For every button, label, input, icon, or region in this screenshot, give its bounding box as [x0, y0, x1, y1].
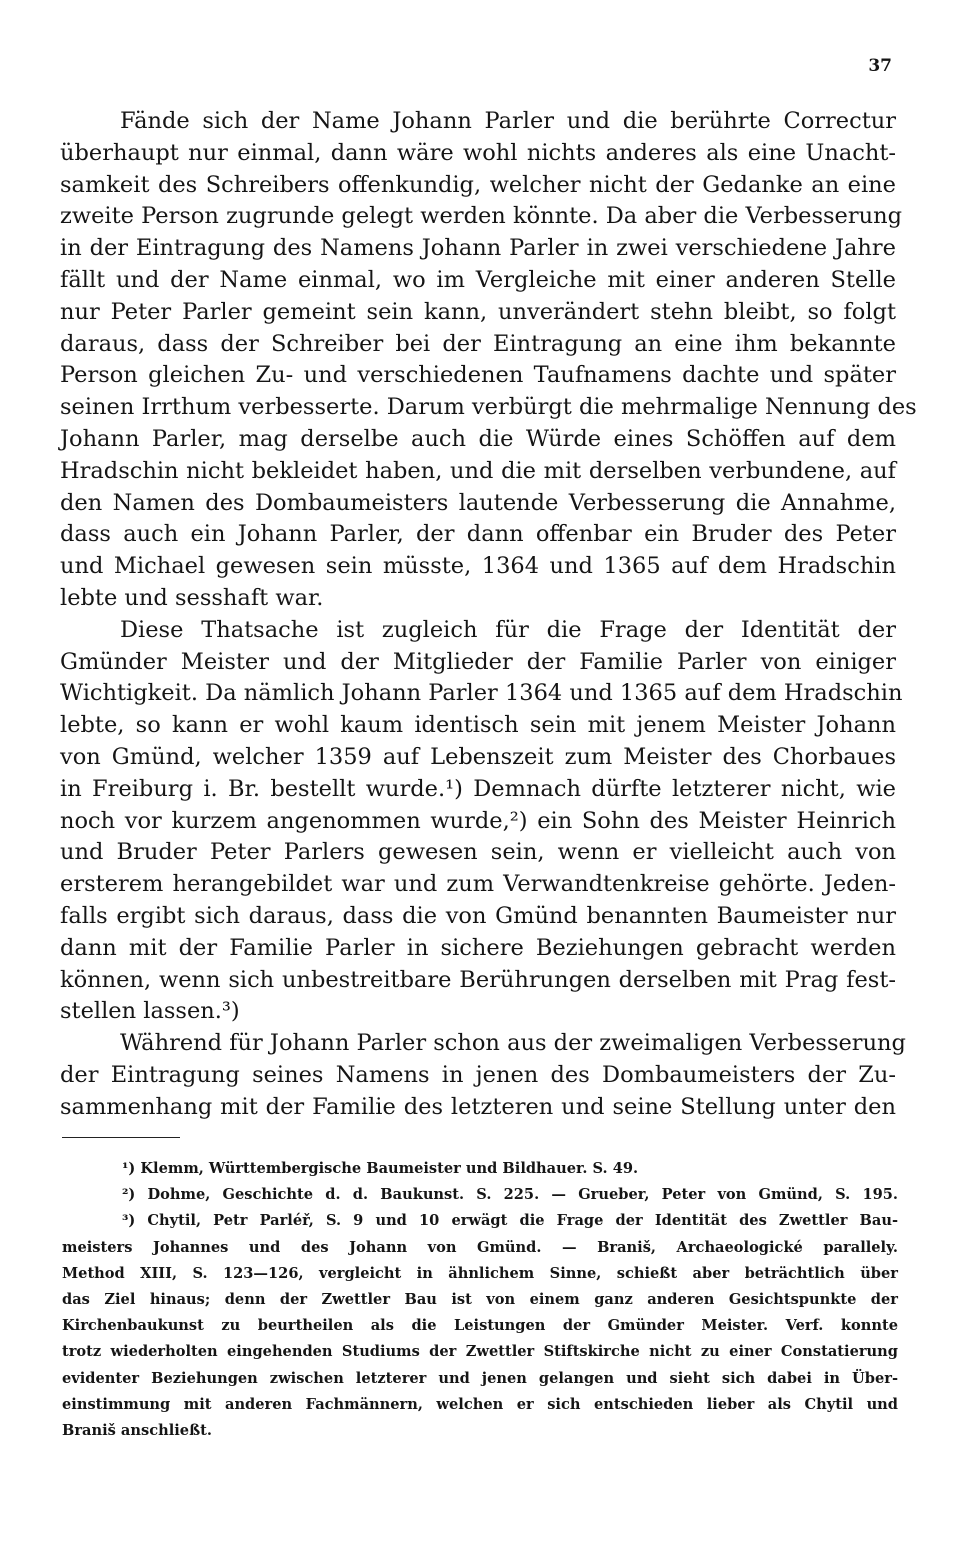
footnote-line: Method XIII, S. 123—126, vergleicht in ähnlichem Sinne, schießt aber beträchtlich über — [62, 1264, 898, 1282]
text-line: Person gleichen Zu- und verschiedenen Taufnamens dachte und später — [60, 362, 896, 389]
footnote-line: ³) Chytil, Petr Parléř, S. 9 und 10 erwägt die Frage der Identität des Zwettler Bau- — [122, 1212, 898, 1230]
text-line: stellen lassen.³) — [60, 998, 240, 1025]
footnote-line: das Ziel hinaus; denn der Zwettler Bau ist von einem ganz anderen Gesichtspunkte der — [62, 1290, 898, 1308]
page-number: 37 — [868, 56, 892, 76]
text-line: lebte und sesshaft war. — [60, 584, 324, 611]
text-line: Wichtigkeit. Da nämlich Johann Parler 1364 und 1365 auf dem Hradschin — [60, 680, 903, 707]
text-line: Diese Thatsache ist zugleich für die Frage der Identität der — [120, 616, 896, 643]
footnotes — [62, 1156, 898, 1444]
text-line: samkeit des Schreibers offenkundig, welcher nicht der Gedanke an eine — [60, 171, 896, 198]
text-line: überhaupt nur einmal, dann wäre wohl nichts anderes als eine Unacht- — [60, 139, 896, 166]
text-line: fällt und der Name einmal, wo im Vergleiche mit einer anderen Stelle — [60, 266, 896, 293]
text-line: dass auch ein Johann Parler, der dann offenbar ein Bruder des Peter — [60, 521, 896, 548]
footnote-line: evidenter Beziehungen zwischen letzterer und jenen gelangen und sieht sich dabei in Über- — [62, 1369, 898, 1387]
main-text — [60, 106, 917, 1124]
text-line: und Michael gewesen sein müsste, 1364 und 1365 auf dem Hradschin — [60, 553, 896, 580]
footnote-line: ¹) Klemm, Württembergische Baumeister und Bildhauer. S. 49. — [122, 1160, 639, 1177]
text-line: Gmünder Meister und der Mitglieder der Familie Parler von einiger — [60, 648, 896, 675]
text-line: seinen Irrthum verbesserte. Darum verbürgt die mehrmalige Nennung des — [60, 394, 917, 421]
text-line: können, wenn sich unbestreitbare Berührungen derselben mit Prag fest- — [60, 966, 896, 993]
footnote-line: Braniš anschließt. — [62, 1421, 212, 1439]
text-line: ersterem herangebildet war und zum Verwandtenkreise gehörte. Jeden- — [60, 871, 896, 898]
text-line: und Bruder Peter Parlers gewesen sein, wenn er vielleicht auch von — [60, 839, 896, 866]
text-line: in der Eintragung des Namens Johann Parler in zwei verschiedene Jahre — [60, 235, 896, 262]
text-line: Hradschin nicht bekleidet haben, und die mit derselben verbundene, auf — [60, 457, 896, 484]
text-line: Johann Parler, mag derselbe auch die Würde eines Schöffen auf dem — [60, 425, 896, 452]
text-line: daraus, dass der Schreiber bei der Eintragung an eine ihm bekannte — [60, 330, 896, 357]
text-line: Während für Johann Parler schon aus der zweimaligen Verbesserung — [120, 1030, 906, 1057]
text-line: lebte, so kann er wohl kaum identisch sein mit jenem Meister Johann — [60, 712, 896, 739]
text-line: falls ergibt sich daraus, dass die von Gmünd benannten Baumeister nur — [60, 902, 896, 929]
footnote-line: ²) Dohme, Geschichte d. d. Baukunst. S. 225. — Grueber, Peter von Gmünd, S. 195. — [122, 1186, 898, 1204]
text-line: von Gmünd, welcher 1359 auf Lebenszeit zum Meister des Chorbaues — [60, 743, 896, 770]
text-line: zweite Person zugrunde gelegt werden könnte. Da aber die Verbesserung — [60, 203, 903, 230]
footnote-line: Kirchenbaukunst zu beurtheilen als die Leistungen der Gmünder Meister. Verf. konnte — [62, 1317, 898, 1335]
footnote-separator — [62, 1137, 180, 1138]
text-line: Fände sich der Name Johann Parler und die berührte Correctur — [120, 108, 896, 134]
text-line: noch vor kurzem angenommen wurde,²) ein Sohn des Meister Heinrich — [60, 807, 896, 834]
footnote-line: meisters Johannes und des Johann von Gmünd. — Braniš, Archaeologické parallely. — [62, 1238, 898, 1256]
text-line: der Eintragung seines Namens in jenen des Dombaumeisters der Zu- — [60, 1061, 896, 1088]
text-line: in Freiburg i. Br. bestellt wurde.¹) Demnach dürfte letzterer nicht, wie — [60, 775, 896, 802]
text-line: den Namen des Dombaumeisters lautende Verbesserung die Annahme, — [60, 489, 896, 516]
text-line: sammenhang mit der Familie des letzteren und seine Stellung unter den — [60, 1093, 896, 1120]
text-line: nur Peter Parler gemeint sein kann, unverändert stehn bleibt, so folgt — [60, 298, 896, 325]
footnote-line: einstimmung mit anderen Fachmännern, welchen er sich entschieden lieber als Chytil und — [62, 1395, 898, 1413]
text-line: dann mit der Familie Parler in sichere Beziehungen gebracht werden — [60, 934, 896, 961]
footnote-line: trotz wiederholten eingehenden Studiums der Zwettler Stiftskirche nicht zu einer Constatierung — [62, 1343, 898, 1361]
